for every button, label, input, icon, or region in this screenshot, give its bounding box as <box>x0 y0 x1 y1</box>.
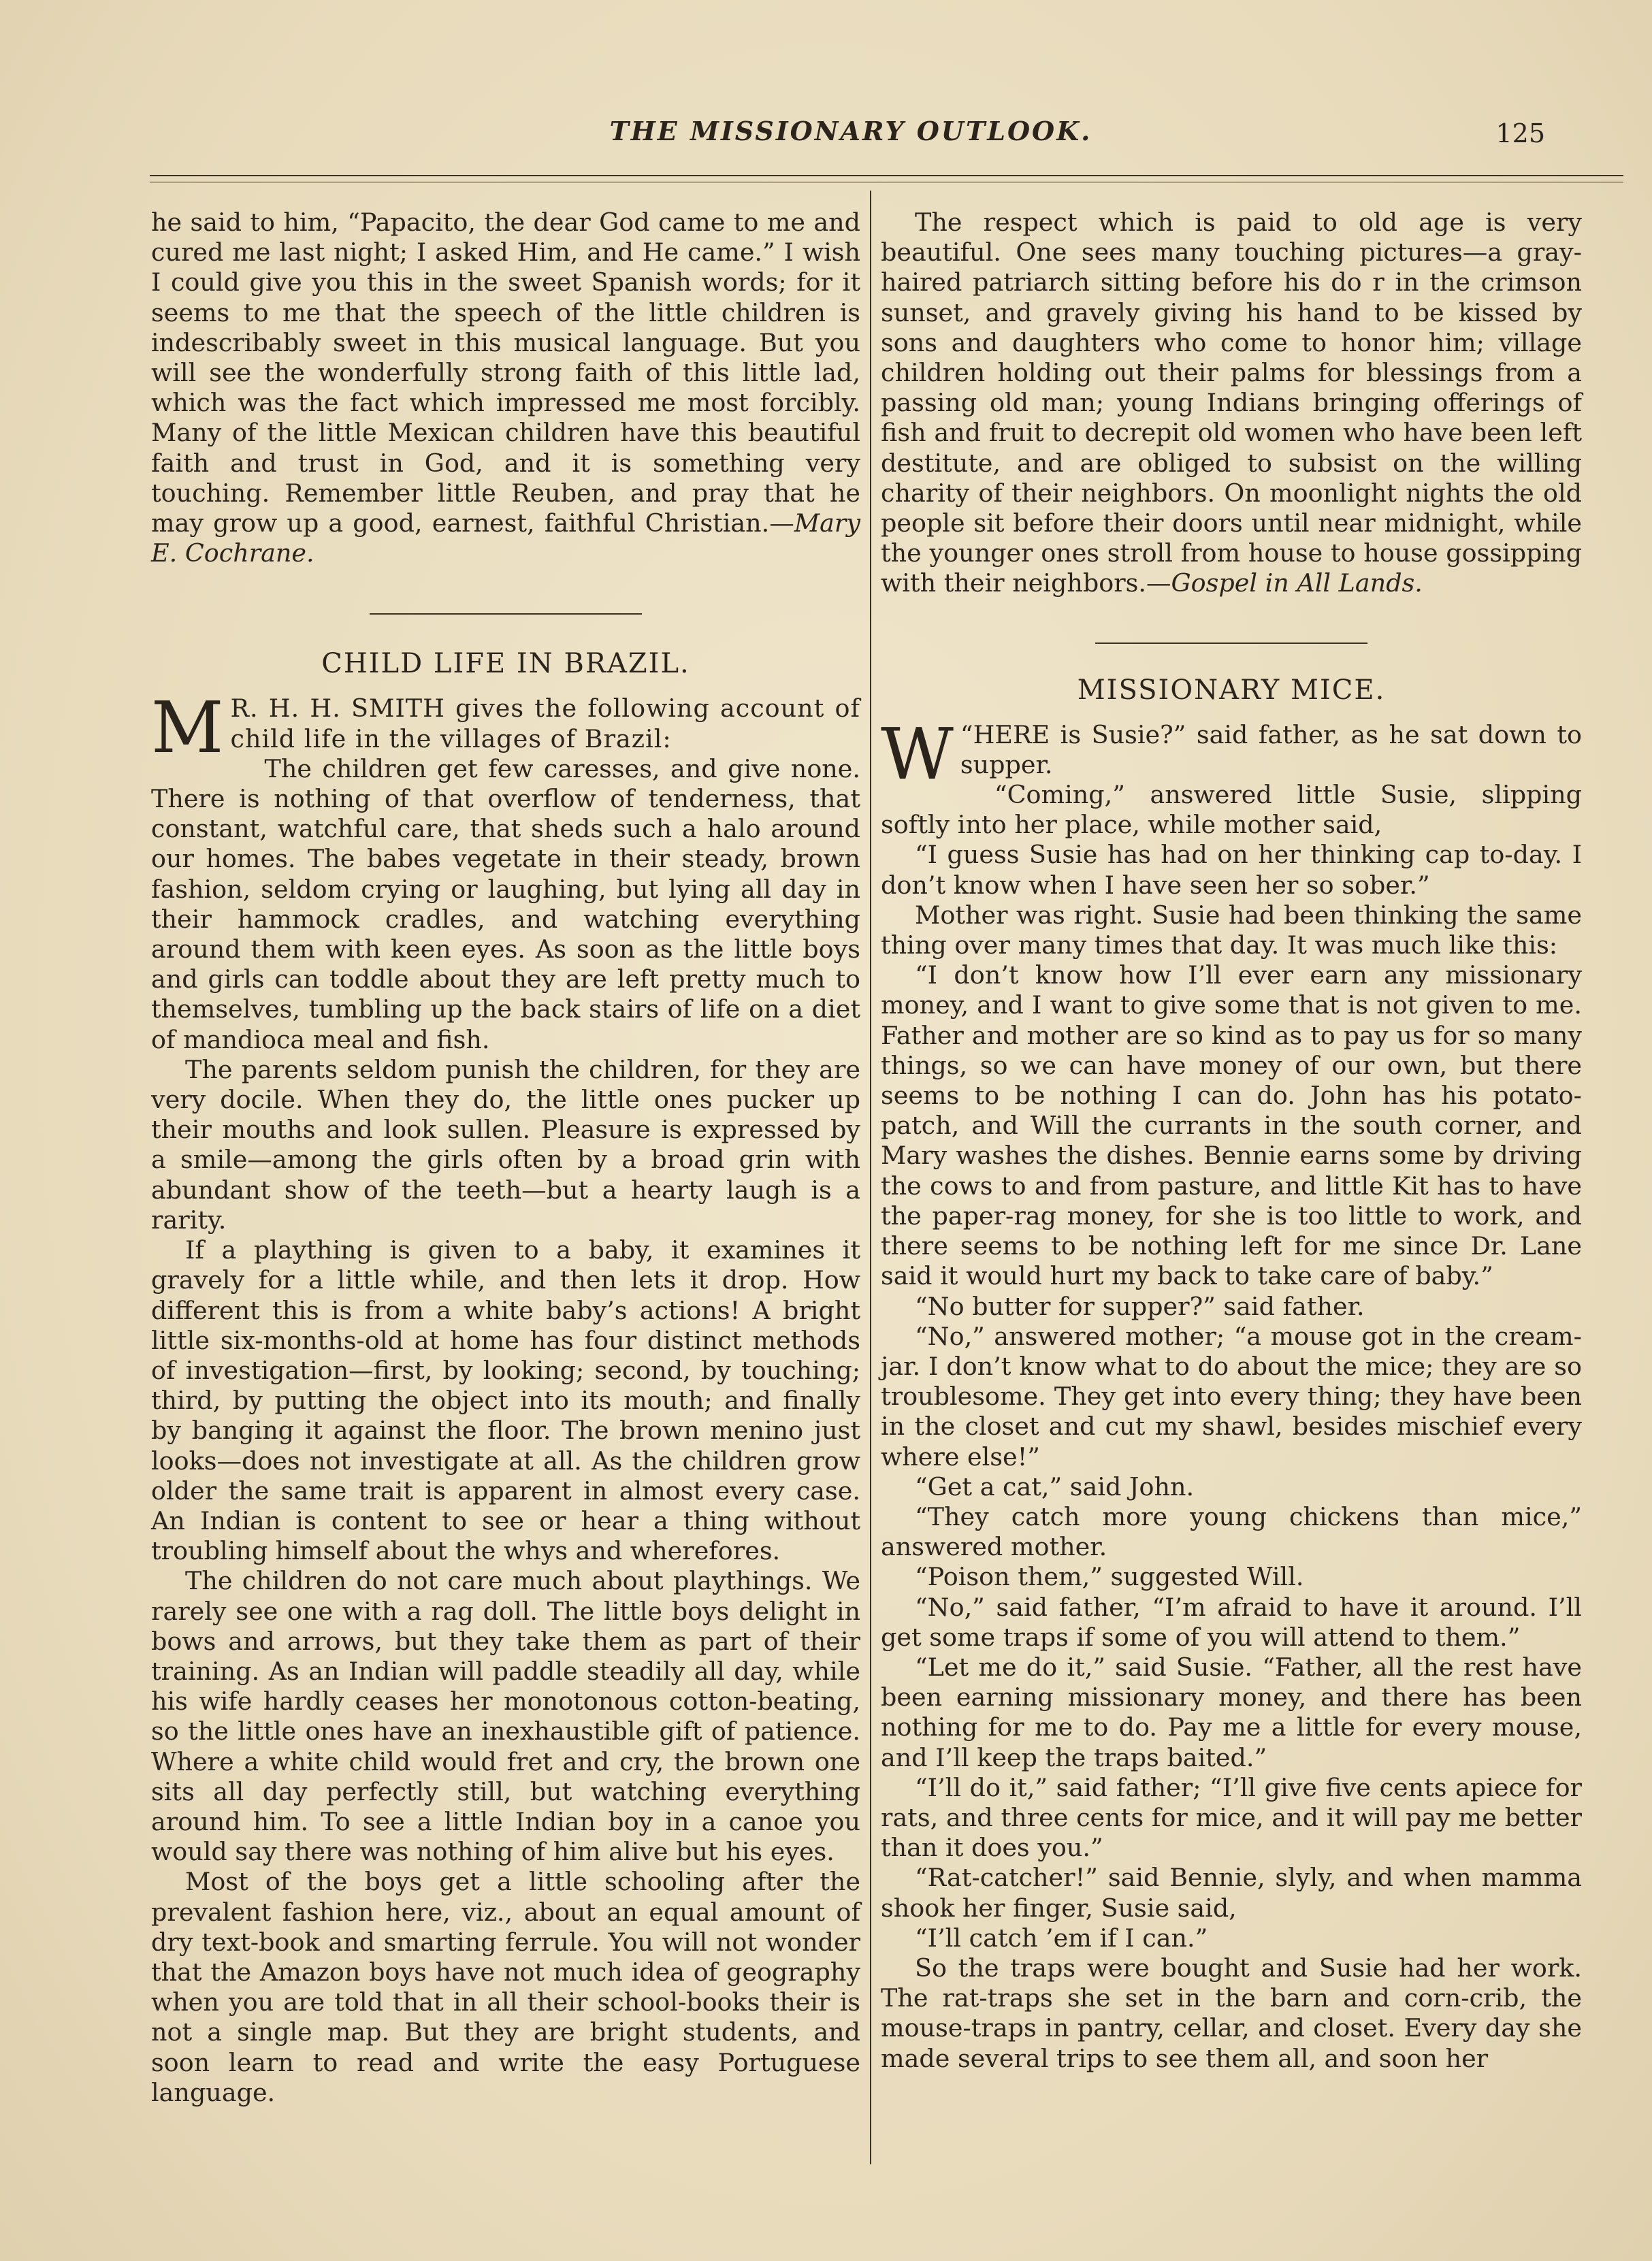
column-divider <box>870 191 871 2164</box>
lead-text: HERE is Susie?” said father, as he sat down to supper. <box>960 719 1582 779</box>
continuation-text: he said to him, “Papacito, the dear God came to me and cured me last night; I asked Him, and He came.” I wish I could give you this in the sweet Spanish words; for it seems to me that the speech of the little children is indescribably sweet in this musical language. But you will see the wonderfully strong faith of this little lad, which was the fact which impressed me most forcibly. Many of the little Mexican children have this beautiful faith and trust in God, and it is something very touching. Remember little Reuben, and pray that he may grow up a good, earnest, faithful Christian.— <box>151 208 860 538</box>
header-rule-thick <box>150 175 1623 176</box>
section-separator <box>370 613 642 615</box>
article-lead <box>151 686 860 770</box>
paragraph: Most of the boys get a little schooling after the prevalent fashion here, viz., about an equal amount of dry text-book and smarting ferrule. You will not wonder that the Amazon boys have not much idea of geography when you are told that in all their school-books their is not a single map. But they are bright students, and soon learn to read and write the easy Portuguese language. <box>151 1867 860 2107</box>
drop-cap: W <box>881 712 954 796</box>
paragraph: “Coming,” answered little Susie, slipping softly into her place, while mother said, <box>881 780 1582 840</box>
section-separator <box>1095 642 1367 644</box>
page-header <box>150 116 1552 163</box>
paragraph: “I’ll do it,” said father; “I’ll give five cents apiece for rats, and three cents for mice, and it will pay me better than it does you.” <box>881 1772 1582 1863</box>
paragraph: “I guess Susie has had on her thinking cap to-day. I don’t know when I have seen her so sober.” <box>881 840 1582 900</box>
source-signature: Gospel in All Lands. <box>1171 568 1423 598</box>
left-column <box>151 208 860 2108</box>
paragraph: “No butter for supper?” said father. <box>915 1291 1365 1321</box>
paragraph: “Rat-catcher!” said Bennie, slyly, and when mamma shook her finger, Susie said, <box>881 1863 1582 1923</box>
article-title: MISSIONARY MICE. <box>1077 674 1386 706</box>
paragraph: “No,” answered mother; “a mouse got in the cream-jar. I don’t know what to do about the mice; they are so troublesome. They get into every thing; they have been in the closet and cut my shawl, besides mischief every where else!” <box>881 1321 1582 1471</box>
page-number: 125 <box>1495 118 1545 148</box>
paragraph: The parents seldom punish the children, for they are very docile. When they do, the little ones pucker up their mouths and look sullen. Pleasure is expressed by a smile—among the girls often by a broad grin with abundant show of the teeth—but a hearty laugh is a rarity. <box>151 1054 860 1235</box>
continued-article-end <box>151 208 860 568</box>
article-lead <box>881 712 1582 796</box>
paragraph: “Get a cat,” said John. <box>915 1471 1195 1501</box>
continuation-text: The respect which is paid to old age is very beautiful. One sees many touching pictures—a gray-haired patriarch sitting before his do r in the crimson sunset, and gravely giving his hand to be kissed by sons and daughters who come to honor him; village children holding out their palms for blessings from a passing old man; young Indians bringing offerings of fish and fruit to decrepit old women who have been left destitute, and are obliged to subsist on the willing charity of their neighbors. On moonlight nights the old people sit before their doors until near midnight, while the younger ones stroll from house to house gossipping with their neighbors.— <box>881 208 1582 598</box>
drop-cap: M <box>151 686 224 770</box>
paragraph: “No,” said father, “I’m afraid to have it around. I’ll get some traps if some of you will attend to them.” <box>881 1592 1582 1652</box>
paragraph: The children get few caresses, and give none. There is nothing of that overflow of tenderness, that constant, watchful care, that sheds such a halo around our homes. The babes vegetate in their steady, brown fashion, seldom crying or laughing, but lying all day in their hammock cradles, and watching everything around them with keen eyes. As soon as the little boys and girls can toddle about they are left pretty much to themselves, tumbling up the back stairs of life on a diet of mandioca meal and fish. <box>151 753 860 1054</box>
paragraph: The children do not care much about playthings. We rarely see one with a rag doll. The little boys delight in bows and arrows, but they take them as part of their training. As an Indian will paddle steadily all day, while his wife hardly ceases her monotonous cotton-beating, so the little ones have an inexhaustible gift of patience. Where a white child would fret and cry, the brown one sits all day perfectly still, but watching everything around him. To see a little Indian boy in a canoe you would say there was nothing of him alive but his eyes. <box>151 1566 860 1867</box>
right-column <box>881 208 1582 2074</box>
paragraph: So the traps were bought and Susie had her work. The rat-traps she set in the barn and corn-crib, the mouse-traps in pantry, cellar, and closet. Every day she made several trips to see them all, and soon her <box>881 1953 1582 2073</box>
author-signature: Mary E. Cochrane. <box>151 508 860 568</box>
paragraph: “I don’t know how I’ll ever earn any missionary money, and I want to give some that is not given to me. Father and mother are so kind as to pay us for so many things, so we can have money of our own, but there seems to be nothing I can do. John has his potato-patch, and Will the currants in the south corner, and Mary washes the dishes. Bennie earns some by driving the cows to and from pasture, and little Kit has to have the paper-rag money, for she is too little to work, and there seems to be nothing left for me since Dr. Lane said it would hurt my back to take care of baby.” <box>881 960 1582 1291</box>
paragraph: If a plaything is given to a baby, it examines it gravely for a little while, and then lets it drop. How different this is from a white baby’s actions! A bright little six-months-old at home has four distinct methods of investigation—first, by looking; second, by touching; third, by putting the object into its mouth; and finally by banging it against the floor. The brown menino just looks—does not investigate at all. As the children grow older the same trait is apparent in almost every case. An Indian is content to see or hear a thing without troubling himself about the whys and wherefores. <box>151 1235 860 1566</box>
paragraph: “I’ll catch ’em if I can.” <box>915 1923 1208 1953</box>
lead-text: R. H. H. SMITH gives the following account of child life in the villages of Brazil: <box>230 694 860 753</box>
continued-article-end <box>881 208 1582 599</box>
paragraph: “Let me do it,” said Susie. “Father, all the rest have been earning missionary money, and there has been nothing for me to do. Pay me a little for every mouse, and I’ll keep the traps baited.” <box>881 1652 1582 1772</box>
article-title: CHILD LIFE IN BRAZIL. <box>321 648 690 680</box>
paragraph: Mother was right. Susie had been thinking the same thing over many times that day. It was much like this: <box>881 900 1582 960</box>
paragraph: “Poison them,” suggested Will. <box>915 1562 1304 1592</box>
running-title: THE MISSIONARY OUTLOOK. <box>609 116 1092 146</box>
open-quote: “ <box>960 719 973 749</box>
paragraph: “They catch more young chickens than mice,” answered mother. <box>881 1501 1582 1562</box>
